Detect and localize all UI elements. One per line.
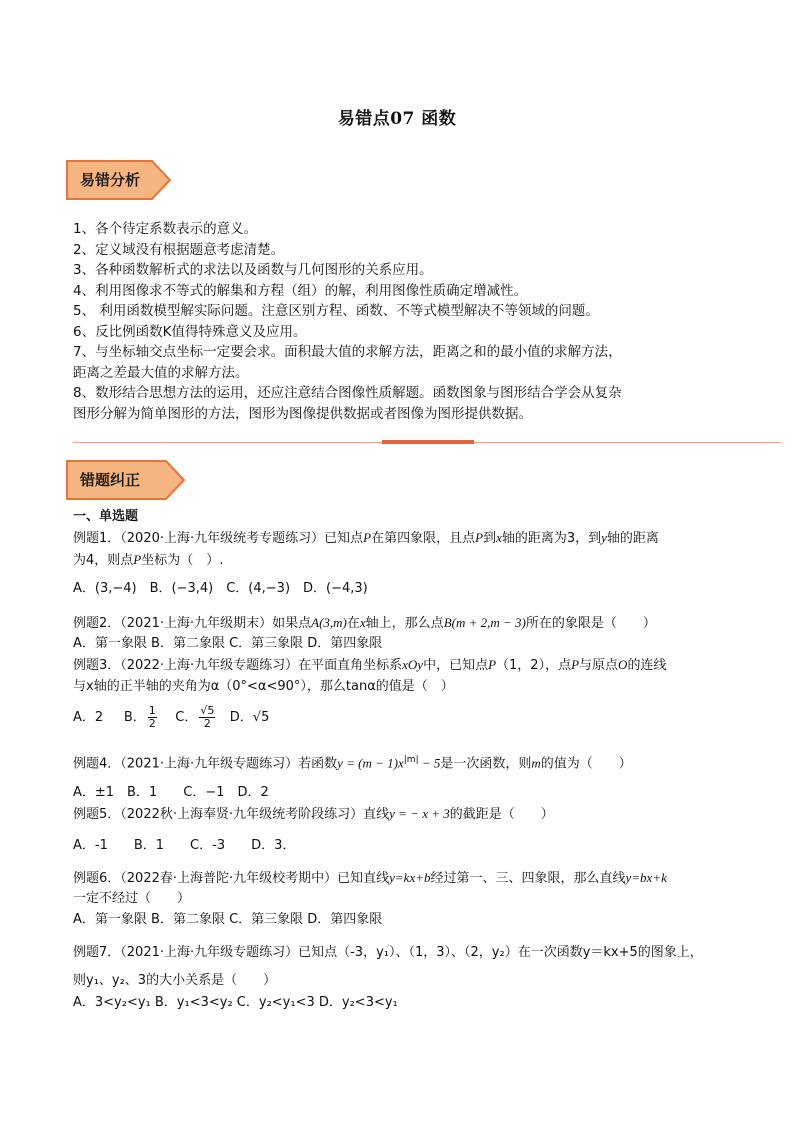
question-3-line-2: 与x轴的正半轴的夹角为α（0°<α<90°），那么tanα的值是（ ）	[73, 679, 454, 694]
note-item: 图形分解为简单图形的方法，图形为图像提供数据或者图像为图形提供数据。	[73, 405, 532, 422]
note-item: 4、利用图像求不等式的解集和方程（组）的解，利用图像性质确定增减性。	[73, 282, 528, 299]
note-item: 距离之差最大值的求解方法。	[73, 364, 249, 381]
question-2-options: A．第一象限 B．第二象限 C．第三象限 D．第四象限	[73, 636, 383, 651]
question-1-line-2: 为4，则点P坐标为（ ）.	[73, 552, 224, 568]
question-6-line-2: 一定不经过（ ）	[73, 891, 191, 906]
error-notes-list	[73, 219, 723, 424]
divider-accent	[382, 440, 474, 444]
section-banner-analysis	[66, 160, 171, 200]
question-7-line-2: 则y₁、y₂、3的大小关系是（ ）	[73, 973, 277, 988]
question-3-line-1: 例题3．（2022·上海·九年级专题练习）在平面直角坐标系xOy中，已知点P（1，2），点P与原点O的连线	[73, 657, 667, 673]
banner-label: 错题纠正	[80, 471, 141, 489]
note-item: 6、反比例函数K值得特殊意义及应用。	[73, 323, 307, 340]
note-item: 7、与坐标轴交点坐标一定要会求。面积最大值的求解方法，距离之和的最小值的求解方法，	[73, 344, 622, 360]
question-3-options: A．2 B． $\frac{1}{2}$ C． $\frac{√5}{2}$ D．√5	[73, 704, 270, 730]
question-2-line-1: 例题2．（2021·上海·九年级期末）如果点A(3,m)在x轴上，那么点B(m + 2,m − 3)所在的象限是（ ）	[73, 615, 656, 631]
page-title: 易错点07 函数	[337, 109, 457, 129]
question-6-options: A．第一象限 B．第二象限 C．第三象限 D．第四象限	[73, 912, 383, 927]
question-5-options: A．-1 B．1 C．-3 D．3．	[73, 838, 296, 853]
question-1-line-1: 例题1．（2020·上海·九年级统考专题练习）已知点P在第四象限，且点P到x轴的距离为3，到y轴的距离	[73, 530, 659, 546]
note-item: 5、 利用函数模型解实际问题。注意区别方程、函数、不等式模型解决不等领域的问题。	[73, 303, 599, 319]
question-7-line-1: 例题7．（2021·上海·九年级专题练习）已知点（-3，y₁）、（1，3）、（2，y₂）在一次函数y＝kx+5的图象上，	[73, 945, 703, 960]
question-4-line-1: 例题4．（2021·上海·九年级专题练习）若函数$y = (m - 1)x^{|m|} - 5$是一次函数，则m的值为（ ）	[73, 755, 632, 772]
note-item: 8、数形结合思想方法的运用，还应注意结合图像性质解题。函数图象与图形结合学会从复杂	[73, 385, 622, 401]
question-5-line-1: 例题5．（2022秋·上海奉贤·九年级统考阶段练习）直线y = − x + 3的截距是（ ）	[73, 806, 554, 822]
note-item: 1、各个待定系数表示的意义。	[73, 221, 258, 237]
question-4-options: A．±1 B．1 C．−1 D．2	[73, 785, 269, 800]
question-6-line-1: 例题6．（2022春·上海普陀·九年级校考期中）已知直线y=kx+b经过第一、三、四象限，那么直线y=bx+k	[73, 870, 667, 886]
question-1-options: A．(3,−4) B．(−3,4) C．(4,−3) D．(−4,3)	[73, 581, 368, 596]
section-banner-correction	[66, 460, 186, 500]
note-item: 3、各种函数解析式的求法以及函数与几何图形的关系应用。	[73, 262, 433, 278]
banner-label: 易错分析	[80, 171, 141, 189]
section-heading: 一、单选题	[73, 509, 139, 524]
question-7-options: A．3<y₂<y₁ B．y₁<3<y₂ C．y₂<y₁<3 D．y₂<3<y₁	[73, 995, 398, 1010]
note-item: 2、定义域没有根据题意考虑清楚。	[73, 241, 285, 258]
